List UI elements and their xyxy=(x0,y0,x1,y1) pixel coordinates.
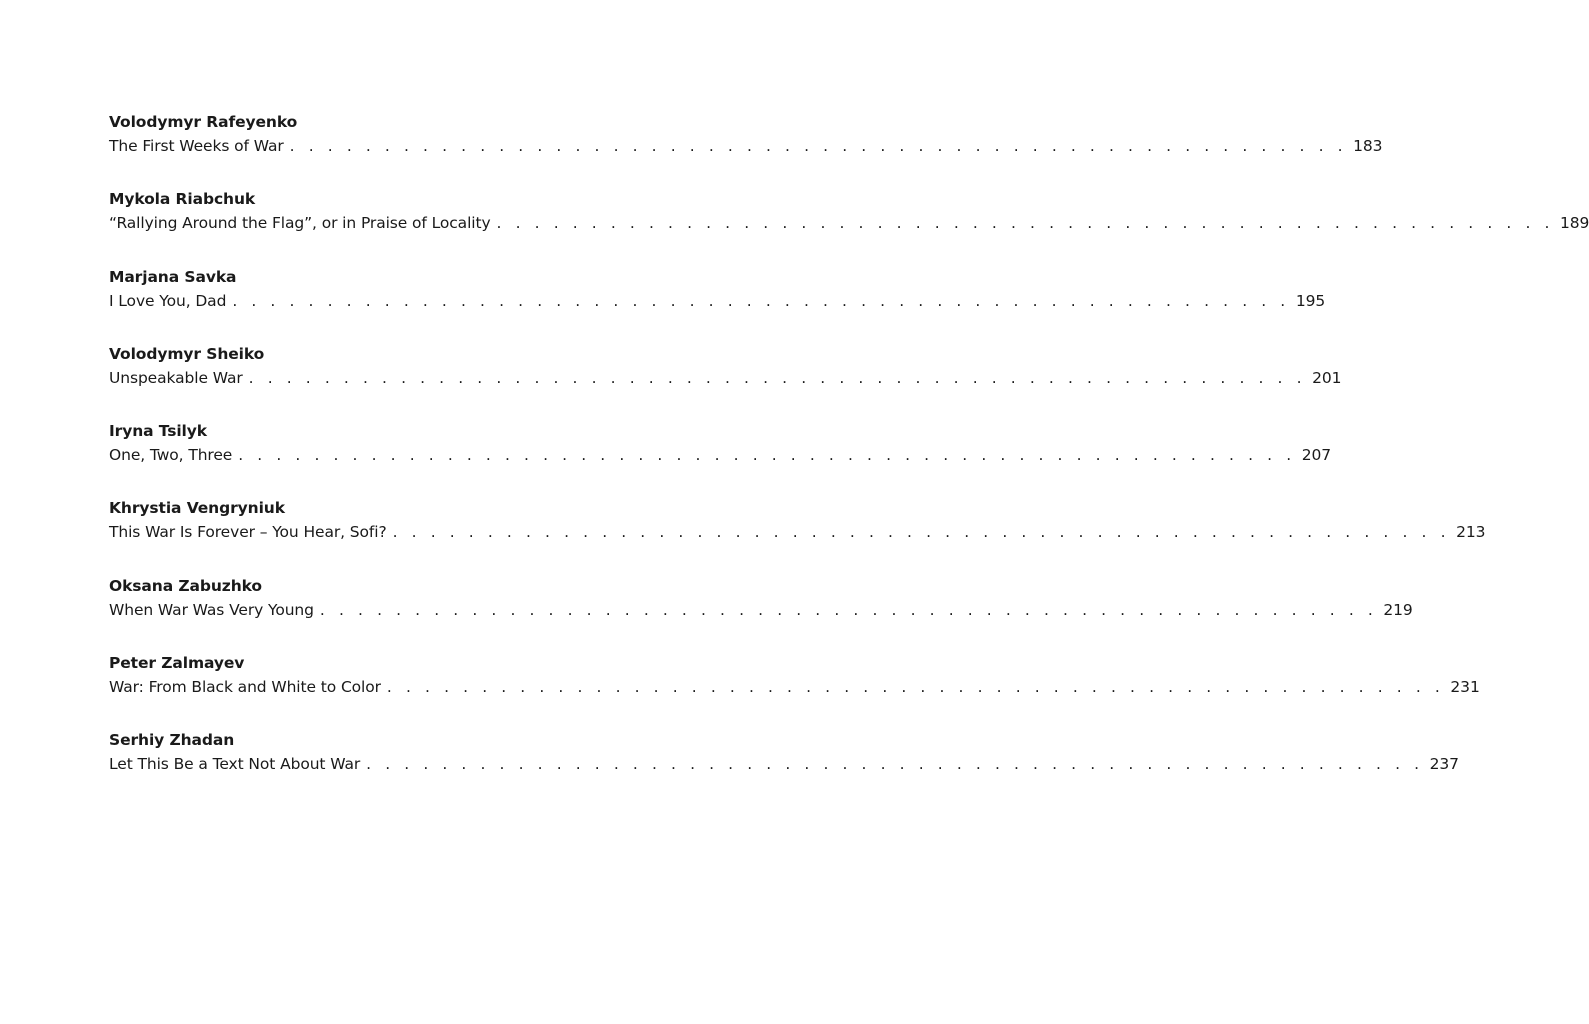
dot-leader: . . . . . . . . . . . . . . . . . . . . . . . . . . . . . . . . . . . . . . . . . . . . . . . . . . . . . . . . xyxy=(392,523,1451,542)
entry-page-number: 201 xyxy=(1312,368,1342,387)
entry-page-number: 189 xyxy=(1560,214,1589,233)
entry-title: One, Two, Three xyxy=(109,446,233,465)
dot-leader: . . . . . . . . . . . . . . . . . . . . . . . . . . . . . . . . . . . . . . . . . . . . . . . . . . . . . . . . xyxy=(496,214,1555,233)
dot-leader: . . . . . . . . . . . . . . . . . . . . . . . . . . . . . . . . . . . . . . . . . . . . . . . . . . . . . . . . xyxy=(248,368,1307,387)
toc-entry xyxy=(109,652,1480,729)
entry-line[interactable] xyxy=(109,133,1383,159)
toc-entry xyxy=(109,497,1486,574)
entry-author: Mykola Riabchuk xyxy=(109,190,256,209)
dot-leader: . . . . . . . . . . . . . . . . . . . . . . . . . . . . . . . . . . . . . . . . . . . . . . . . . . . . . . . . xyxy=(386,678,1445,697)
entry-page-number: 237 xyxy=(1429,755,1459,774)
entry-page-number: 213 xyxy=(1456,523,1486,542)
entry-author: Volodymyr Rafeyenko xyxy=(109,113,298,131)
entry-title: When War Was Very Young xyxy=(109,600,314,619)
entry-line[interactable] xyxy=(109,597,1413,623)
toc-entry xyxy=(109,729,1459,806)
entry-title: I Love You, Dad xyxy=(109,291,227,310)
entry-line[interactable] xyxy=(109,674,1480,700)
dot-leader: . . . . . . . . . . . . . . . . . . . . . . . . . . . . . . . . . . . . . . . . . . . . . . . . . . . . . . . . xyxy=(319,600,1378,619)
entry-author: Khrystia Vengryniuk xyxy=(109,499,285,518)
entry-author: Volodymyr Sheiko xyxy=(109,344,265,363)
toc-entry xyxy=(109,266,1326,343)
entry-line[interactable] xyxy=(109,210,1589,236)
entry-line[interactable] xyxy=(109,519,1486,545)
entry-title: The First Weeks of War xyxy=(109,137,284,155)
entry-page-number: 183 xyxy=(1353,137,1383,155)
entry-line[interactable] xyxy=(109,751,1459,777)
entry-line[interactable] xyxy=(109,365,1342,391)
entry-title: “Rallying Around the Flag”, or in Praise of Locality xyxy=(109,214,491,233)
dot-leader: . . . . . . . . . . . . . . . . . . . . . . . . . . . . . . . . . . . . . . . . . . . . . . . . . . . . . . . . xyxy=(289,137,1348,155)
entry-title: Let This Be a Text Not About War xyxy=(109,755,361,774)
entry-line[interactable] xyxy=(109,442,1332,468)
dot-leader: . . . . . . . . . . . . . . . . . . . . . . . . . . . . . . . . . . . . . . . . . . . . . . . . . . . . . . . . xyxy=(366,755,1424,774)
entry-page-number: 219 xyxy=(1383,600,1413,619)
toc-entry xyxy=(109,420,1332,497)
entry-author: Serhiy Zhadan xyxy=(109,731,235,750)
entry-author: Marjana Savka xyxy=(109,267,237,286)
dot-leader: . . . . . . . . . . . . . . . . . . . . . . . . . . . . . . . . . . . . . . . . . . . . . . . . . . . . . . . . xyxy=(232,291,1290,310)
table-of-contents xyxy=(109,111,1589,807)
toc-entry xyxy=(109,188,1589,265)
entry-title: This War Is Forever – You Hear, Sofi? xyxy=(109,523,387,542)
dot-leader: . . . . . . . . . . . . . . . . . . . . . . . . . . . . . . . . . . . . . . . . . . . . . . . . . . . . . . . . xyxy=(238,446,1296,465)
entry-author: Peter Zalmayev xyxy=(109,654,245,673)
entry-page-number: 195 xyxy=(1295,291,1326,310)
toc-entry xyxy=(109,575,1413,652)
entry-title: Unspeakable War xyxy=(109,368,243,387)
entry-line[interactable] xyxy=(109,288,1326,314)
entry-author: Oksana Zabuzhko xyxy=(109,576,262,595)
entry-page-number: 207 xyxy=(1301,446,1332,465)
entry-title: War: From Black and White to Color xyxy=(109,678,381,697)
toc-entry xyxy=(109,111,1383,188)
toc-entry xyxy=(109,343,1342,420)
entry-author: Iryna Tsilyk xyxy=(109,422,207,441)
entry-page-number: 231 xyxy=(1450,678,1480,697)
